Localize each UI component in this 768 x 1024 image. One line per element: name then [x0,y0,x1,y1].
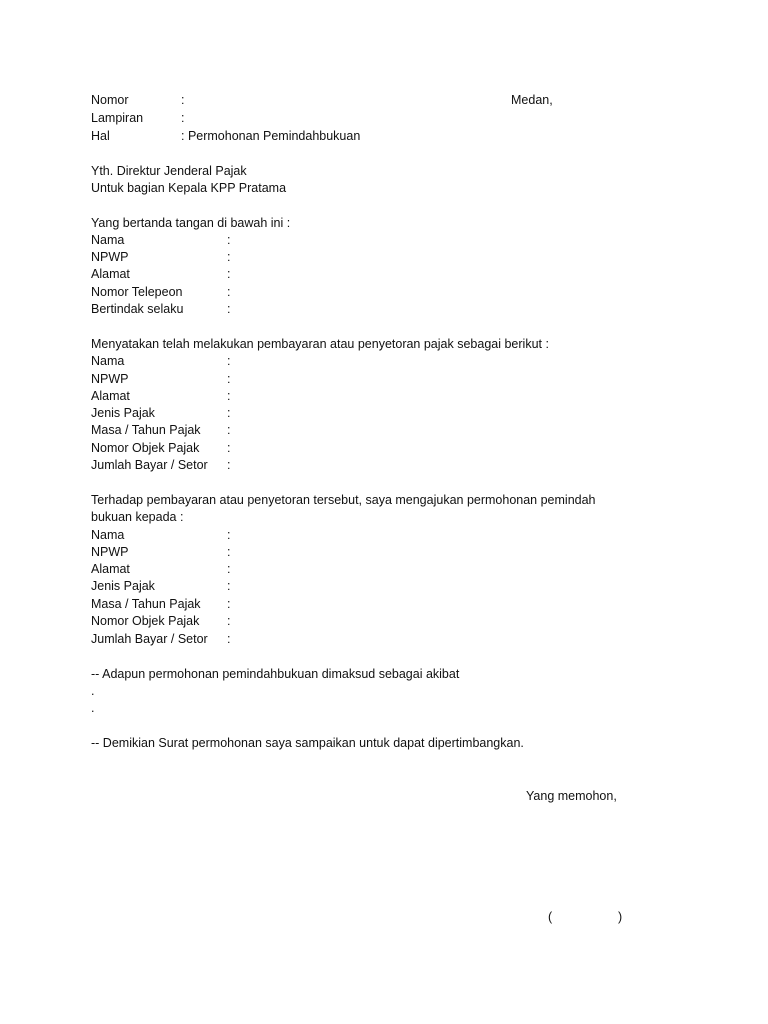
field-colon: : [227,233,231,247]
field-label: NPWP [91,545,129,559]
field-colon: : [227,267,231,281]
field-colon: : [227,579,231,593]
header-label: Nomor [91,93,129,107]
header-colon: : [181,93,185,107]
signature-close-paren: ) [618,910,623,924]
field-colon: : [227,597,231,611]
transfer-intro-line-2: bukuan kepada : [91,510,184,524]
field-colon: : [227,389,231,403]
field-colon: : [227,372,231,386]
payment-intro: Menyatakan telah melakukan pembayaran atau penyetoran pajak sebagai berikut : [91,337,549,351]
field-colon: : [227,354,231,368]
field-colon: : [227,250,231,264]
closing-statement: -- Demikian Surat permohonan saya sampaikan untuk dapat dipertimbangkan. [91,736,524,750]
field-colon: : [227,458,231,472]
field-colon: : [227,302,231,316]
header-label: Lampiran [91,111,144,125]
field-colon: : [227,406,231,420]
field-label: Alamat [91,389,130,403]
field-label: Bertindak selaku [91,302,184,316]
reason-line-1: -- Adapun permohonan pemindahbukuan dimaksud sebagai akibat [91,667,460,681]
field-label: Masa / Tahun Pajak [91,597,201,611]
header-label: Hal [91,129,110,143]
header-colon: : [181,111,185,125]
field-colon: : [227,614,231,628]
field-label: Jenis Pajak [91,406,155,420]
field-colon: : [227,441,231,455]
field-label: Nomor Telepeon [91,285,183,299]
transfer-intro-line-1: Terhadap pembayaran atau penyetoran tersebut, saya mengajukan permohonan pemindah [91,493,596,507]
signer-intro: Yang bertanda tangan di bawah ini : [91,216,291,230]
field-label: Nomor Objek Pajak [91,441,200,455]
field-label: Nama [91,528,125,542]
field-colon: : [227,285,231,299]
recipient-line-2: Untuk bagian Kepala KPP Pratama [91,181,287,195]
field-colon: : [227,545,231,559]
field-colon: : [227,423,231,437]
field-label: Nomor Objek Pajak [91,614,200,628]
field-label: Jumlah Bayar / Setor [91,632,208,646]
field-label: Jenis Pajak [91,579,155,593]
field-label: Nama [91,354,125,368]
signature-open-paren: ( [548,910,553,924]
recipient-line-1: Yth. Direktur Jenderal Pajak [91,164,247,178]
header-subject: : Permohonan Pemindahbukuan [181,129,361,143]
signature-label: Yang memohon, [526,789,617,803]
field-label: Jumlah Bayar / Setor [91,458,208,472]
field-colon: : [227,562,231,576]
reason-line-2: . [91,684,95,698]
field-label: NPWP [91,250,129,264]
field-colon: : [227,528,231,542]
field-label: NPWP [91,372,129,386]
field-colon: : [227,632,231,646]
field-label: Alamat [91,562,130,576]
field-label: Alamat [91,267,130,281]
field-label: Masa / Tahun Pajak [91,423,201,437]
place-date: Medan, [511,93,553,107]
field-label: Nama [91,233,125,247]
reason-line-3: . [91,701,95,715]
